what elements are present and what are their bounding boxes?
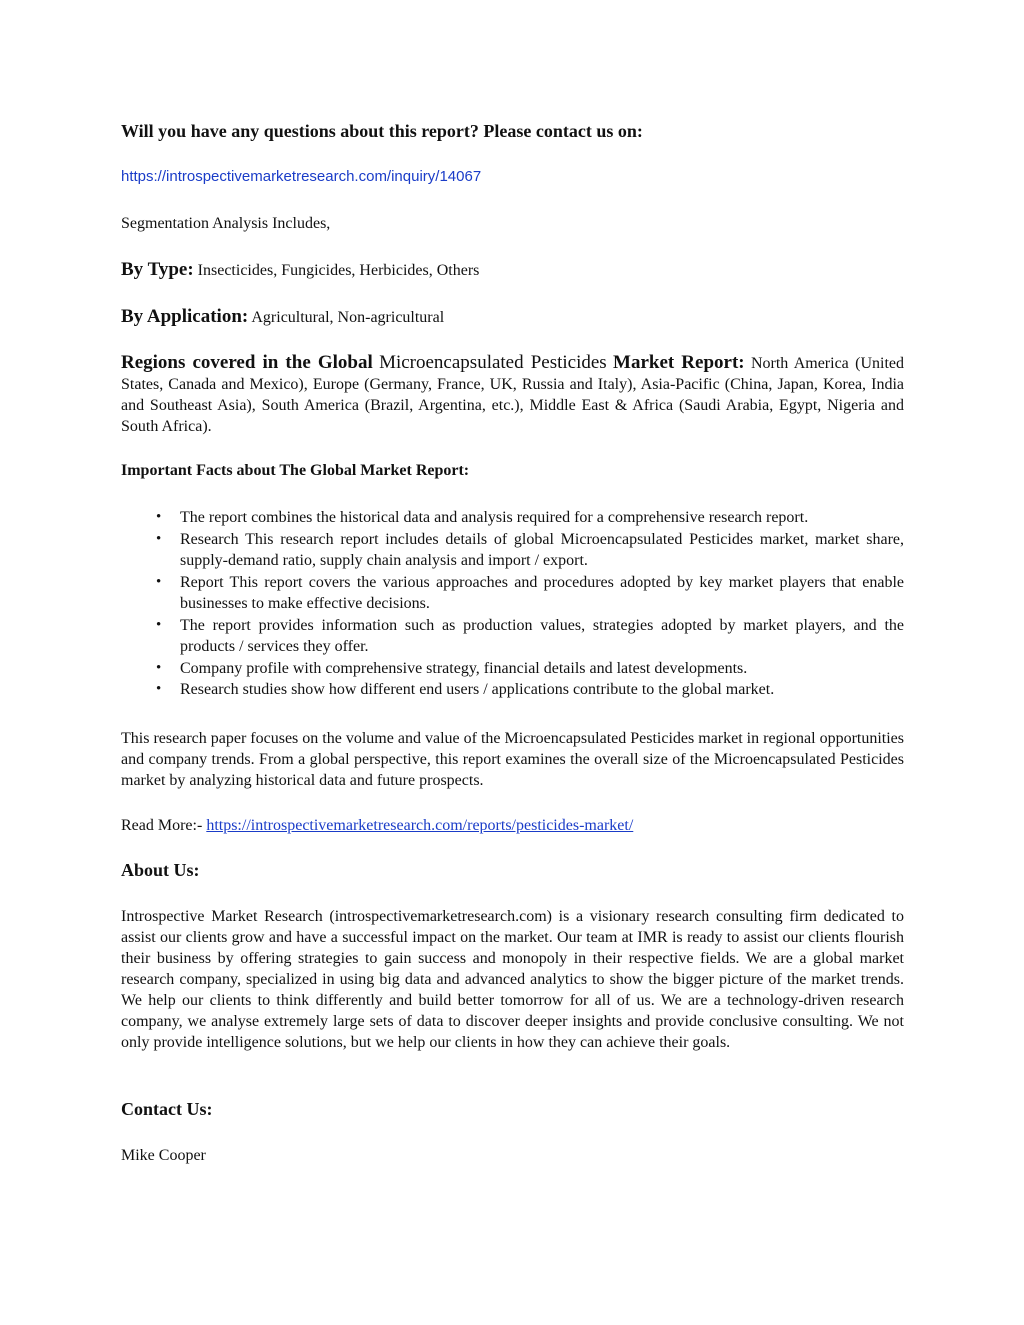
list-item: • The report combines the historical data and analysis required for a comprehensive research report. xyxy=(121,507,904,529)
inquiry-link[interactable]: https://introspectivemarketresearch.com/inquiry/14067 xyxy=(121,168,482,185)
regions-product: Microencapsulated Pesticides xyxy=(379,352,607,373)
bullet-icon: • xyxy=(156,681,162,697)
regions-label-b: Market Report: xyxy=(613,352,745,373)
regions-paragraph xyxy=(121,352,904,437)
about-paragraph: Introspective Market Research (introspectivemarketresearch.com) is a visionary research consulting firm dedicated to assist our clients grow and have a successful impact on the market. Our team at IMR is ready to assist our clients flourish their business by offering strategies to gain success and monopoly in their respective fields. We are a global market research company, specialized in using big data and advanced analytics to show the bigger picture of the market trends. We help our clients to think differently and build better tomorrow for all of us. We are a technology-driven research company, we analyse extremely large sets of data to discover deeper insights and provide conclusive consulting. We not only provide intelligence solutions, but we help our clients in how they can achieve their goals. xyxy=(121,908,904,1051)
by-type-value: Insecticides, Fungicides, Herbicides, Others xyxy=(197,262,480,279)
bullet-icon: • xyxy=(156,509,162,525)
facts-list xyxy=(121,507,904,701)
list-item: • Company profile with comprehensive strategy, financial details and latest developments. xyxy=(121,658,904,680)
bullet-icon: • xyxy=(156,659,162,676)
question-heading: Will you have any questions about this report? Please contact us on: xyxy=(121,121,643,141)
read-more-label: Read More:- xyxy=(121,817,207,834)
about-heading: About Us: xyxy=(121,860,200,880)
list-item: • The report provides information such as production values, strategies adopted by market players, and the products / services they offer. xyxy=(156,616,904,655)
by-type-label: By Type: xyxy=(121,259,194,280)
facts-heading: Important Facts about The Global Market Report: xyxy=(121,462,470,479)
by-type-line xyxy=(121,259,904,281)
by-application-line xyxy=(121,306,904,328)
read-more-line xyxy=(121,815,904,836)
focus-paragraph: This research paper focuses on the volume and value of the Microencapsulated Pesticides market in regional opportunities and company trends. From a global perspective, this report examines the overall size of the Microencapsulated Pesticides market by analyzing historical data and future prospects. xyxy=(121,730,904,789)
bullet-icon: • xyxy=(156,616,162,633)
list-item: • Research studies show how different end users / applications contribute to the global market. xyxy=(121,679,904,701)
bullet-icon: • xyxy=(156,573,162,590)
list-item: • Report This report covers the various approaches and procedures adopted by key market players that enable businesses to make effective decisions. xyxy=(156,573,904,612)
contact-name: Mike Cooper xyxy=(121,1147,206,1164)
segmentation-intro: Segmentation Analysis Includes, xyxy=(121,215,331,232)
bullet-icon: • xyxy=(156,530,162,547)
by-application-label: By Application: xyxy=(121,306,249,327)
by-application-value: Agricultural, Non-agricultural xyxy=(251,309,445,326)
facts-list-wrap xyxy=(121,507,904,701)
inquiry-line xyxy=(121,168,904,186)
regions-text: North America (United States, Canada and Mexico), Europe (Germany, France, UK, Russia and Italy), Asia-Pacific (China, Japan, Korea, India and Southeast Asia), South America (Brazil, Argentina, etc.), Middle East & Africa (Saudi Arabia, Egypt, Nigeria and South Africa). xyxy=(121,355,904,435)
read-more-link[interactable]: https://introspectivemarketresearch.com/reports/pesticides-market/ xyxy=(206,817,634,834)
list-item: • Research This research report includes details of global Microencapsulated Pesticides market, market share, supply-demand ratio, supply chain analysis and import / export. xyxy=(156,530,904,569)
contact-heading: Contact Us: xyxy=(121,1099,213,1119)
regions-label-a: Regions covered in the Global xyxy=(121,352,373,373)
